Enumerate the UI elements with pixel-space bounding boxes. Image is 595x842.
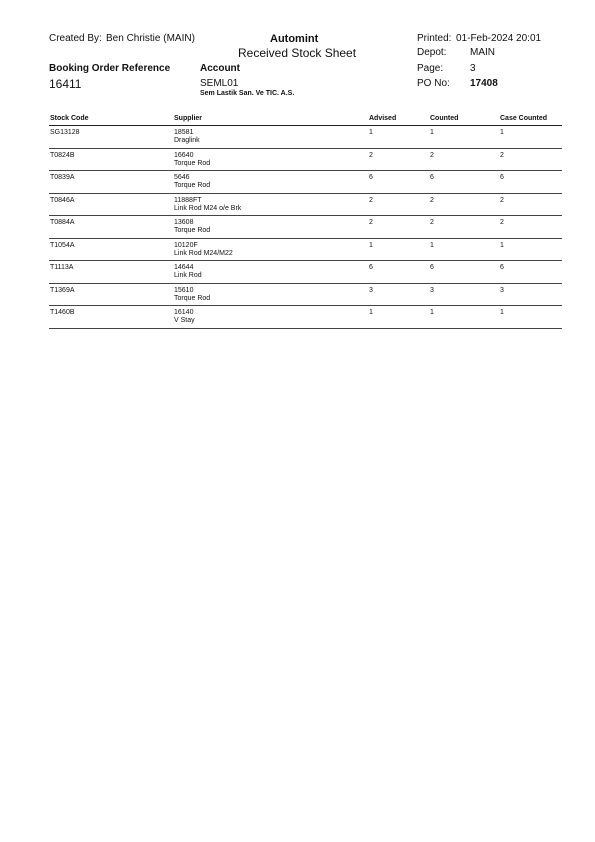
col-advised: Advised: [369, 115, 397, 122]
case-counted-qty: 1: [500, 129, 504, 136]
case-counted-qty: 3: [500, 286, 504, 294]
counted-qty: 3: [430, 286, 434, 294]
case-counted-qty: 1: [500, 309, 504, 316]
stock-code: T0839A: [50, 174, 75, 181]
item-description: Link Rod: [174, 272, 202, 279]
case-counted-qty: 2: [500, 219, 504, 226]
page-label: Page:: [417, 63, 444, 74]
page-value: 3: [470, 63, 476, 74]
table-row: [49, 239, 562, 262]
advised-qty: 1: [369, 129, 373, 136]
created-by-label: Created By:: [49, 33, 102, 44]
table-row: [49, 284, 562, 307]
advised-qty: 6: [369, 264, 373, 271]
advised-qty: 2: [369, 196, 373, 204]
item-description: Draglink: [174, 137, 200, 144]
created-by-value: Ben Christie (MAIN): [106, 33, 195, 44]
stock-code: T1113A: [50, 264, 74, 271]
booking-order-value: 16411: [49, 77, 82, 91]
supplier-code: 16140: [174, 309, 194, 316]
table-row: [49, 261, 562, 284]
item-description: Torque Rod: [174, 294, 211, 302]
col-stock-code: Stock Code: [50, 115, 89, 122]
supplier-code: 15610: [174, 286, 194, 294]
advised-qty: 6: [369, 174, 373, 181]
col-supplier: Supplier: [174, 115, 203, 122]
stock-code: T0846A: [50, 196, 75, 204]
table-row: [49, 149, 562, 172]
case-counted-qty: 2: [500, 151, 504, 159]
supplier-code: 16640: [174, 151, 194, 159]
item-description: Link Rod M24/M22: [174, 249, 233, 257]
stock-code: SG13128: [50, 129, 80, 136]
advised-qty: 3: [369, 286, 373, 294]
received-stock-table: [49, 115, 562, 329]
printed-value: 01-Feb-2024 20:01: [456, 33, 542, 44]
depot-label: Depot:: [417, 47, 447, 58]
item-description: Torque Rod: [174, 182, 211, 189]
case-counted-qty: 1: [500, 241, 504, 249]
account-value: SEML01: [200, 78, 239, 89]
account-name: Sem Lastik San. Ve TIC. A.S.: [200, 90, 295, 97]
depot-value: MAIN: [470, 47, 495, 58]
item-description: Torque Rod: [174, 159, 211, 167]
supplier-code: 10120F: [174, 241, 198, 249]
case-counted-qty: 2: [500, 196, 504, 204]
supplier-code: 13608: [174, 219, 194, 226]
counted-qty: 2: [430, 219, 434, 226]
po-value: 17408: [470, 78, 498, 89]
stock-code: T1369A: [50, 286, 75, 294]
case-counted-qty: 6: [500, 174, 504, 181]
table-row: [49, 171, 562, 194]
supplier-code: 11888FT: [174, 196, 202, 204]
item-description: V Stay: [174, 317, 195, 324]
counted-qty: 1: [430, 241, 434, 249]
account-label: Account: [200, 63, 240, 74]
advised-qty: 2: [369, 151, 373, 159]
advised-qty: 1: [369, 309, 373, 316]
stock-code: T1054A: [50, 241, 75, 249]
stock-code: T0884A: [50, 219, 75, 226]
stock-code: T1460B: [50, 309, 75, 316]
counted-qty: 2: [430, 196, 434, 204]
stock-code: T0824B: [50, 151, 75, 159]
advised-qty: 2: [369, 219, 373, 226]
table-row: [49, 194, 562, 217]
counted-qty: 1: [430, 129, 434, 136]
po-label: PO No:: [417, 78, 450, 89]
col-case-counted: Case Counted: [500, 115, 548, 122]
counted-qty: 2: [430, 151, 434, 159]
sheet-title: Received Stock Sheet: [238, 46, 357, 60]
table-row: [49, 306, 562, 329]
table-header: [49, 115, 562, 126]
supplier-code: 14644: [174, 264, 194, 271]
table-row: [49, 216, 562, 239]
item-description: Torque Rod: [174, 227, 211, 234]
item-description: Link Rod M24 o/e Brk: [174, 204, 242, 212]
printed-label: Printed:: [417, 33, 452, 44]
col-counted: Counted: [430, 115, 459, 122]
case-counted-qty: 6: [500, 264, 504, 271]
counted-qty: 6: [430, 264, 434, 271]
company-name: Automint: [270, 33, 319, 45]
counted-qty: 6: [430, 174, 434, 181]
booking-order-label: Booking Order Reference: [49, 63, 171, 74]
counted-qty: 1: [430, 309, 434, 316]
supplier-code: 5646: [174, 174, 190, 181]
table-row: [49, 126, 562, 149]
supplier-code: 18581: [174, 129, 194, 136]
advised-qty: 1: [369, 241, 373, 249]
